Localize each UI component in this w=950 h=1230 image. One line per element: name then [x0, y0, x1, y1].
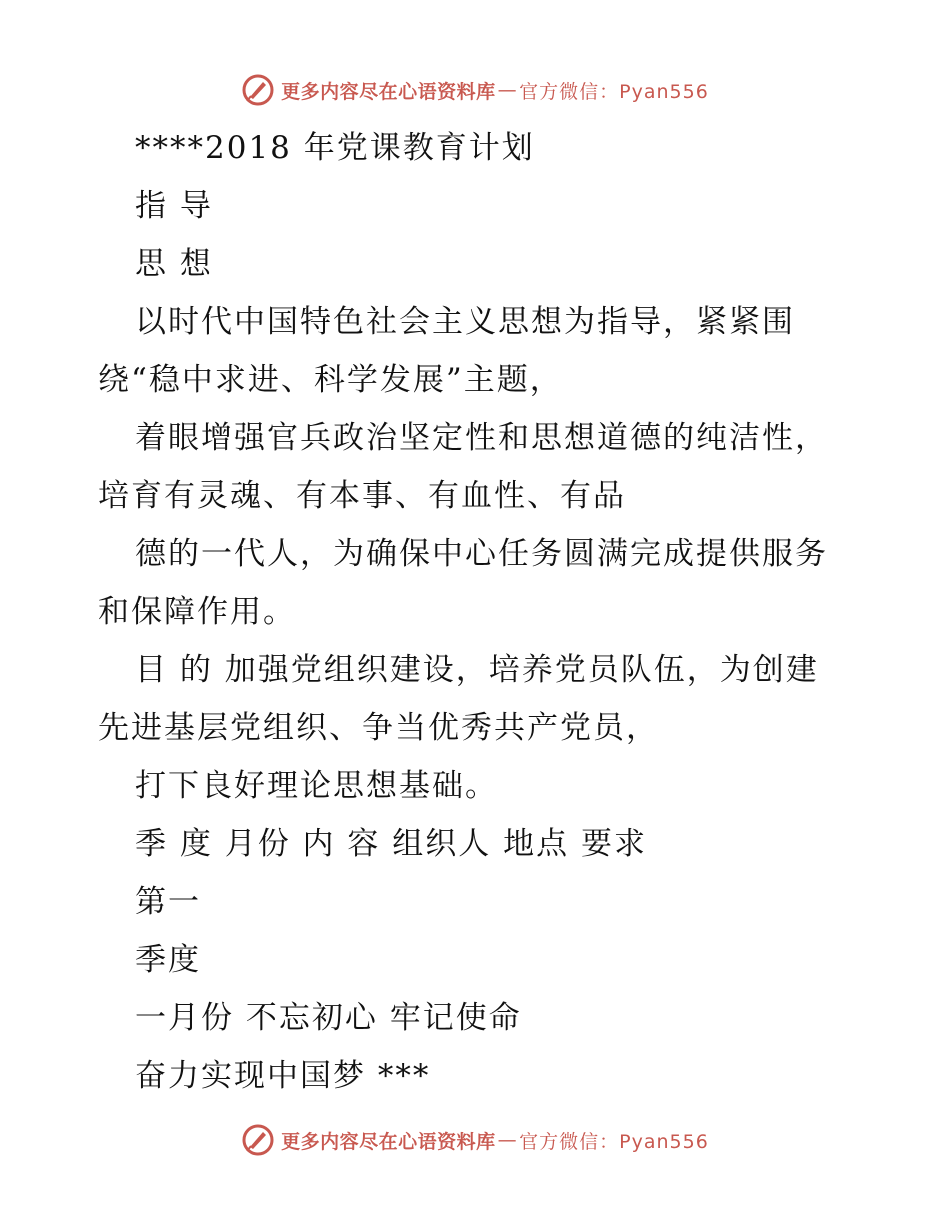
paragraph-line: 以时代中国特色社会主义思想为指导，紧紧围 [135, 304, 795, 340]
table-cell-line: 第一 [135, 884, 201, 920]
table-cell-line: 一月份 不忘初心 牢记使命 [135, 1000, 522, 1036]
table-cell-line: 奋力实现中国梦 *** [135, 1058, 431, 1094]
watermark-main-text: 更多内容尽在心语资料库 [281, 80, 496, 103]
paragraph-line: 着眼增强官兵政治坚定性和思想道德的纯洁性， [135, 420, 828, 456]
paragraph-line: 绕“稳中求进、科学发展”主题， [98, 362, 563, 398]
section-heading-guidance-1: 指 导 [135, 188, 213, 224]
paragraph-line: 培育有灵魂、有本事、有血性、有品 [98, 478, 626, 514]
watermark-main-text: 更多内容尽在心语资料库 [281, 1130, 496, 1153]
quill-logo-icon [241, 73, 275, 107]
paragraph-line: 打下良好理论思想基础。 [135, 768, 498, 804]
document-title: ****2018 年党课教育计划 [135, 130, 535, 166]
watermark-separator: — [497, 79, 518, 101]
watermark-wechat-text: 官方微信：Pyan556 [519, 1130, 709, 1153]
watermark-banner-bottom [0, 1120, 950, 1160]
paragraph-line: 和保障作用。 [98, 594, 296, 630]
paragraph-line: 目 的 加强党组织建设，培养党员队伍，为创建 [135, 652, 819, 688]
watermark-wechat-text: 官方微信：Pyan556 [519, 80, 709, 103]
watermark-banner-top [0, 70, 950, 110]
table-cell-line: 季度 [135, 942, 201, 978]
quill-logo-icon [241, 1123, 275, 1157]
section-heading-guidance-2: 思 想 [135, 246, 213, 282]
table-header-line: 季 度 月份 内 容 组织人 地点 要求 [135, 826, 647, 862]
watermark-separator: — [497, 1129, 518, 1151]
paragraph-line: 先进基层党组织、争当优秀共产党员， [98, 710, 659, 746]
paragraph-line: 德的一代人，为确保中心任务圆满完成提供服务 [135, 536, 828, 572]
